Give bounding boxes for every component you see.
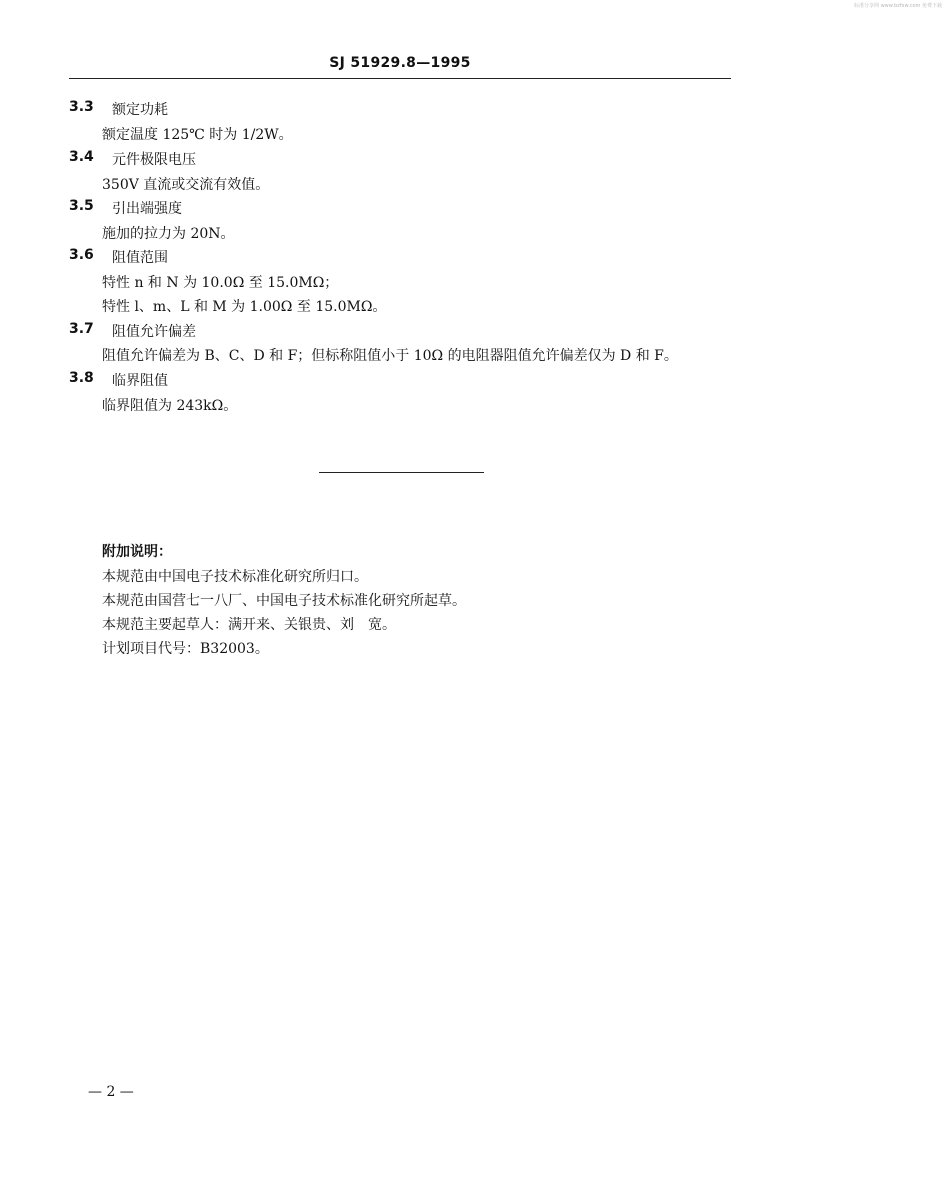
section-title-3-6: 阻值范围 — [112, 250, 168, 266]
note-line-4: 计划项目代号：B32003。 — [102, 641, 269, 657]
note-line-2: 本规范由国营七一八厂、中国电子技术标准化研究所起草。 — [102, 593, 466, 609]
section-number-3-8: 3.8 — [69, 370, 94, 386]
section-number-3-7: 3.7 — [69, 321, 94, 337]
section-body-3-6-line-2: 特性 l、m、L 和 M 为 1.00Ω 至 15.0MΩ。 — [102, 299, 387, 315]
header-divider — [69, 78, 731, 79]
section-number-3-5: 3.5 — [69, 198, 94, 214]
note-line-3: 本规范主要起草人：满开来、关银贵、刘 宽。 — [102, 617, 396, 633]
page-number: — 2 — — [88, 1084, 134, 1100]
section-number-3-3: 3.3 — [69, 99, 94, 115]
section-title-3-7: 阻值允许偏差 — [112, 324, 196, 340]
section-body-3-6-line-1: 特性 n 和 N 为 10.0Ω 至 15.0MΩ； — [102, 275, 339, 291]
section-body-3-3: 额定温度 125℃ 时为 1/2W。 — [102, 127, 293, 143]
section-body-3-5: 施加的拉力为 20N。 — [102, 226, 235, 242]
note-line-1: 本规范由中国电子技术标准化研究所归口。 — [102, 569, 368, 585]
section-body-3-4: 350V 直流或交流有效值。 — [102, 177, 270, 193]
section-title-3-5: 引出端强度 — [112, 201, 182, 217]
end-of-text-divider — [319, 472, 484, 473]
section-number-3-6: 3.6 — [69, 247, 94, 263]
section-title-3-4: 元件极限电压 — [112, 152, 196, 168]
section-number-3-4: 3.4 — [69, 149, 94, 165]
section-title-3-8: 临界阻值 — [112, 373, 168, 389]
section-body-3-7: 阻值允许偏差为 B、C、D 和 F；但标称阻值小于 10Ω 的电阻器阻值允许偏差仅为 D 和 F。 — [102, 348, 678, 364]
section-title-3-3: 额定功耗 — [112, 102, 168, 118]
additional-notes-title: 附加说明： — [102, 544, 172, 560]
watermark: 标准分享网 www.bzfxw.com 免费下载 — [854, 3, 942, 9]
standard-code-header: SJ 51929.8—1995 — [329, 55, 471, 71]
section-body-3-8: 临界阻值为 243kΩ。 — [102, 398, 238, 414]
